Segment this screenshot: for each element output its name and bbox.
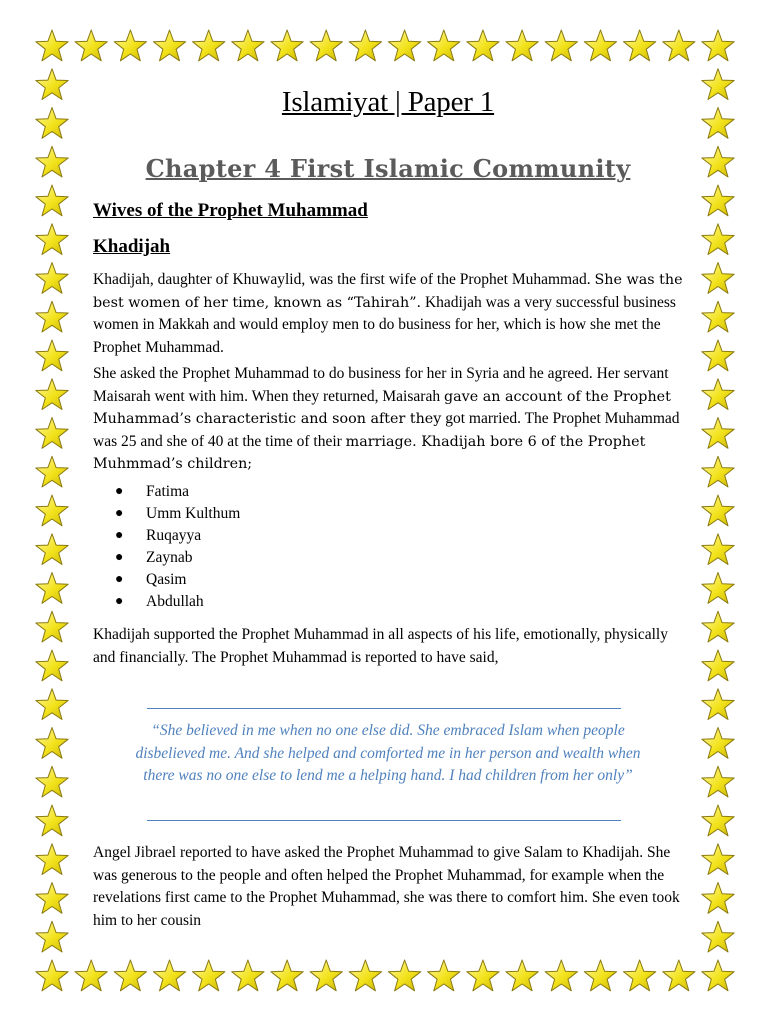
- star-icon: [702, 883, 734, 914]
- star-icon: [506, 30, 538, 61]
- star-icon: [702, 766, 734, 797]
- bullet-icon: ●: [115, 528, 124, 543]
- star-icon: [702, 340, 734, 371]
- star-icon: [702, 69, 734, 100]
- star-icon: [36, 960, 68, 991]
- paragraph-4: Angel Jibrael reported to have asked the Prophet Muhammad to give Salam to Khadijah. She was generous to the people and often helped the Prophet Muhammad, for example when the revelations first came to the Prophet Muhammad, she was there to comfort him. She even took him to her cousin: [93, 844, 680, 929]
- star-icon: [271, 30, 303, 61]
- star-icon: [36, 728, 68, 759]
- para2-part-3: got married. The Prophet Muhammad was 25 and she of 40 at the time of their: [93, 410, 680, 450]
- quote-bottom-rule: [147, 820, 621, 821]
- star-icon: [36, 185, 68, 216]
- star-icon: [114, 960, 146, 991]
- star-icon: [702, 689, 734, 720]
- para1-sentence-1: Khadijah, daughter of Khuwaylid, was the first wife of the Prophet Muhammad.: [93, 271, 591, 288]
- star-icon: [36, 146, 68, 177]
- star-icon: [36, 573, 68, 604]
- star-icon: [193, 30, 225, 61]
- star-icon: [702, 728, 734, 759]
- star-icon: [545, 30, 577, 61]
- page-title: Islamiyat | Paper 1: [281, 86, 495, 118]
- star-icon: [232, 960, 264, 991]
- star-icon: [36, 379, 68, 410]
- star-icon: [36, 30, 68, 61]
- star-icon: [702, 650, 734, 681]
- star-icon: [36, 340, 68, 371]
- star-icon: [467, 960, 499, 991]
- star-icon: [702, 960, 734, 991]
- star-icon: [702, 379, 734, 410]
- star-icon: [702, 805, 734, 836]
- para1-sentence-3: Khadijah was a very successful business women in Makkah and would employ men to do business for her, which is how she met the Prophet Muhammad.: [93, 293, 676, 356]
- star-icon: [624, 960, 656, 991]
- star-icon: [36, 456, 68, 487]
- para2-part-1: She asked the Prophet Muhammad to do business for her in Syria and he agreed. Her servant Maisarah went with him. When they returned, Maisarah: [93, 365, 669, 405]
- star-icon: [114, 30, 146, 61]
- star-icon: [36, 805, 68, 836]
- star-icon: [349, 30, 381, 61]
- bullet-icon: ●: [115, 506, 124, 521]
- star-icon: [702, 844, 734, 875]
- list-item: ● Zaynab: [93, 547, 240, 569]
- star-icon: [702, 108, 734, 139]
- list-item: ● Umm Kulthum: [93, 503, 240, 525]
- star-icon: [310, 30, 342, 61]
- star-icon: [36, 921, 68, 952]
- star-icon: [310, 960, 342, 991]
- star-icon: [36, 418, 68, 449]
- section-heading: Wives of the Prophet Muhammad: [93, 200, 368, 221]
- star-icon: [36, 224, 68, 255]
- star-icon: [584, 30, 616, 61]
- list-item: ● Fatima: [93, 481, 240, 503]
- star-icon: [36, 495, 68, 526]
- star-icon: [702, 301, 734, 332]
- bullet-icon: ●: [115, 484, 124, 499]
- star-icon: [36, 689, 68, 720]
- para1-sentence-2: She was the best women of her time, known as “Tahirah”.: [93, 272, 683, 311]
- star-icon: [584, 960, 616, 991]
- star-icon: [232, 30, 264, 61]
- star-icon: [193, 960, 225, 991]
- star-icon: [663, 960, 695, 991]
- list-item: ● Ruqayya: [93, 525, 240, 547]
- bullet-icon: ●: [115, 594, 124, 609]
- star-icon: [702, 573, 734, 604]
- star-icon: [36, 263, 68, 294]
- paragraph-1: [93, 269, 683, 359]
- star-icon: [36, 844, 68, 875]
- star-icon: [624, 30, 656, 61]
- star-icon: [36, 883, 68, 914]
- star-icon: [75, 960, 107, 991]
- star-icon: [702, 456, 734, 487]
- star-icon: [428, 960, 460, 991]
- paragraph-3: Khadijah supported the Prophet Muhammad in all aspects of his life, emotionally, physically and financially. The Prophet Muhammad is reported to have said,: [93, 626, 668, 666]
- quote-top-rule: [147, 708, 621, 709]
- para2-part-4: marriage. Khadijah bore 6 of the Prophet Muhmmad’s children;: [93, 433, 646, 472]
- star-icon: [702, 534, 734, 565]
- bullet-icon: ●: [115, 572, 124, 587]
- star-icon: [702, 418, 734, 449]
- star-icon: [36, 301, 68, 332]
- star-icon: [75, 30, 107, 61]
- star-icon: [545, 960, 577, 991]
- bullet-icon: ●: [115, 550, 124, 565]
- star-icon: [702, 921, 734, 952]
- para2-part-2: gave an account of the Prophet Muhammad’s characteristic and soon after they: [93, 388, 671, 427]
- star-icon: [388, 30, 420, 61]
- chapter-heading: Chapter 4 First Islamic Community: [145, 154, 631, 183]
- star-icon: [36, 650, 68, 681]
- star-icon: [428, 30, 460, 61]
- quote-block: “She believed in me when no one else did. She embraced Islam when people disbelieved me. And she helped and comforted me in her person and wealth when there was no one else to lend me a helping hand. I had children from her only”: [135, 722, 641, 784]
- star-icon: [506, 960, 538, 991]
- star-icon: [467, 30, 499, 61]
- list-item: ● Abdullah: [93, 591, 240, 613]
- subheading-khadijah: Khadijah: [93, 236, 171, 257]
- list-item: ● Qasim: [93, 569, 240, 591]
- star-icon: [36, 69, 68, 100]
- star-icon: [702, 30, 734, 61]
- star-icon: [388, 960, 420, 991]
- star-icon: [702, 611, 734, 642]
- star-icon: [349, 960, 381, 991]
- star-icon: [702, 263, 734, 294]
- star-icon: [153, 30, 185, 61]
- star-icon: [36, 766, 68, 797]
- star-icon: [702, 146, 734, 177]
- star-icon: [36, 108, 68, 139]
- star-icon: [702, 185, 734, 216]
- star-icon: [702, 495, 734, 526]
- star-icon: [153, 960, 185, 991]
- star-icon: [36, 534, 68, 565]
- star-icon: [36, 611, 68, 642]
- children-list: [93, 481, 240, 613]
- star-icon: [702, 224, 734, 255]
- star-icon: [271, 960, 303, 991]
- paragraph-2: [93, 363, 683, 476]
- star-icon: [663, 30, 695, 61]
